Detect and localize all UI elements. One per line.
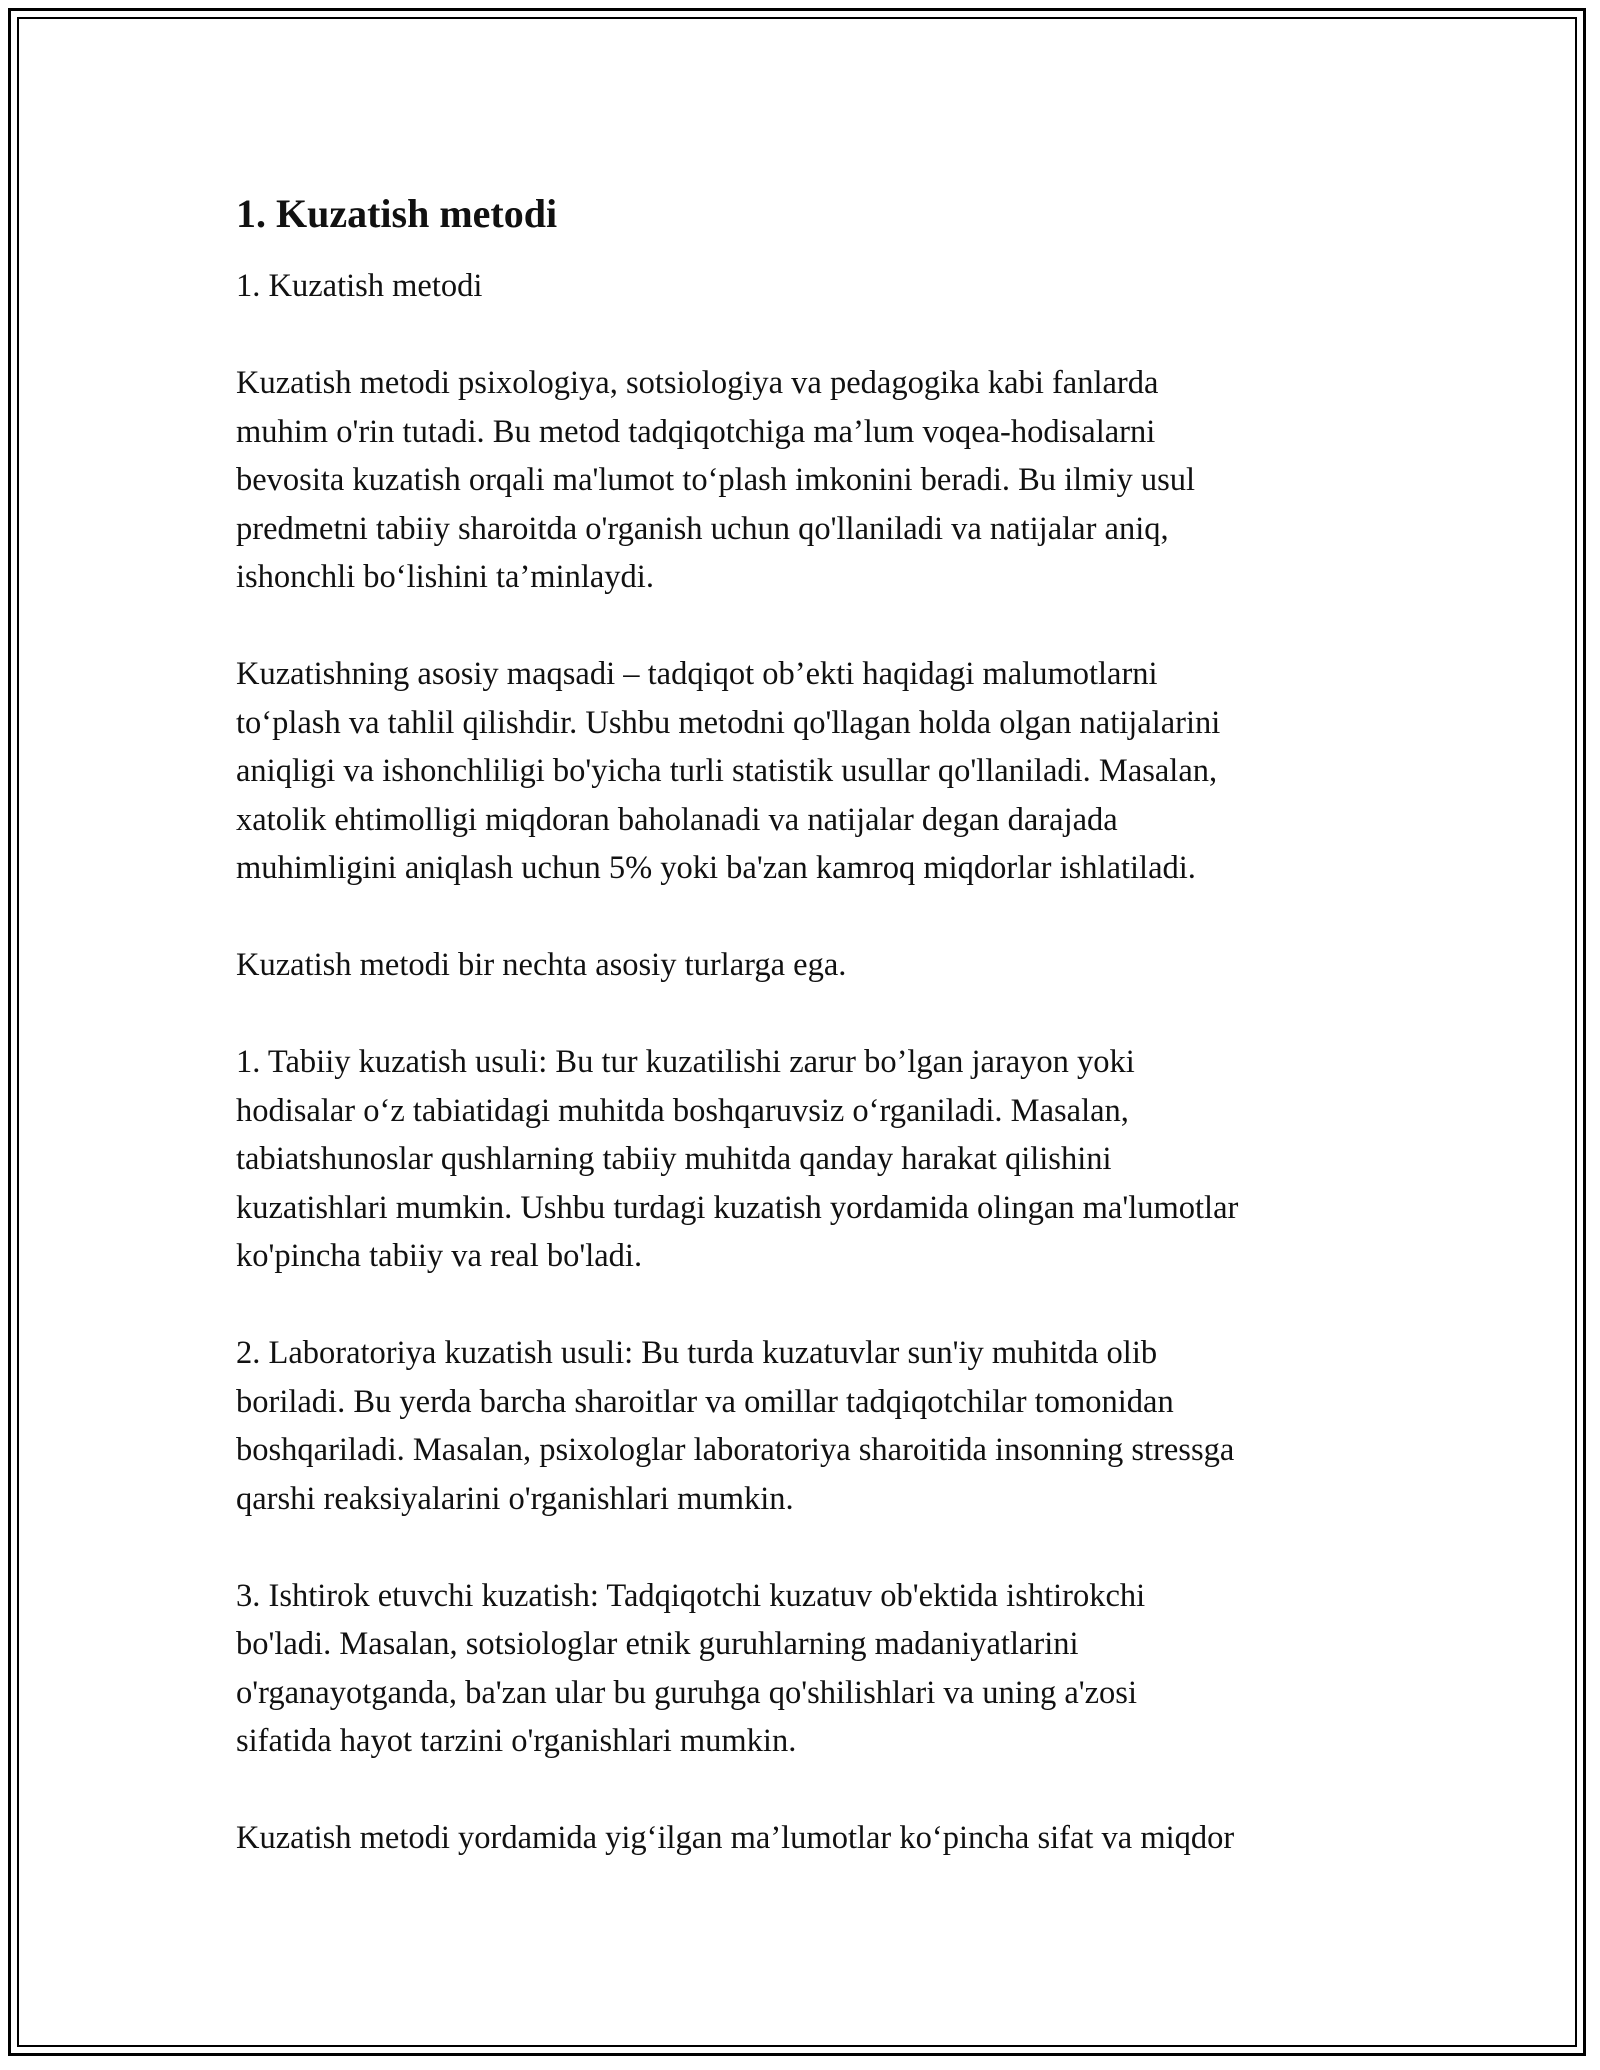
paragraph-types-intro: Kuzatish metodi bir nechta asosiy turlarga ega. bbox=[236, 947, 847, 983]
paragraph-laboratory-observation: 2. Laboratoriya kuzatish usuli: Bu turda kuzatuvlar sun'iy muhitda olib boriladi. Bu yerda barcha sharoitlar va omillar tadqiqotchilar tomonidan boshqariladi. Masalan, psixologlar laboratoriya sharoitida insonning stressga qarshi reaksiyalarini o'rganishlari mumkin. bbox=[236, 1335, 1235, 1517]
paragraph-subtitle: 1. Kuzatish metodi bbox=[236, 268, 483, 304]
paragraph-natural-observation: 1. Tabiiy kuzatish usuli: Bu tur kuzatilishi zarur bo’lgan jarayon yoki hodisalar o‘z tabiatidagi muhitda boshqaruvsiz o‘rganiladi. Masalan, tabiatshunoslar qushlarning tabiiy muhitda qanday harakat qilishini kuzatishlari mumkin. Ushbu turdagi kuzatish yordamida olingan ma'lumotlar ko'pincha tabiiy va real bo'ladi. bbox=[236, 1044, 1239, 1274]
document-title: 1. Kuzatish metodi bbox=[236, 191, 558, 236]
document-body bbox=[236, 186, 1386, 1911]
paragraph-participant-observation: 3. Ishtirok etuvchi kuzatish: Tadqiqotchi kuzatuv ob'ektida ishtirokchi bo'ladi. Masalan, sotsiologlar etnik guruhlarning madaniyatlarini o'rganayotganda, ba'zan ular bu guruhga qo'shilishlari va uning a'zosi sifatida hayot tarzini o'rganishlari mumkin. bbox=[236, 1577, 1146, 1759]
paragraph-closing: Kuzatish metodi yordamida yig‘ilgan ma’lumotlar ko‘pincha sifat va miqdor bbox=[236, 1820, 1235, 1856]
paragraph-intro: Kuzatish metodi psixologiya, sotsiologiya va pedagogika kabi fanlarda muhim o'rin tutadi. Bu metod tadqiqotchiga ma’lum voqea-hodisalarni bevosita kuzatish orqali ma'lumot to‘plash imkonini beradi. Bu ilmiy usul predmetni tabiiy sharoitda o'rganish uchun qo'llaniladi va natijalar aniq, ishonchli bo‘lishini ta’minlaydi. bbox=[236, 365, 1196, 595]
paragraph-purpose: Kuzatishning asosiy maqsadi – tadqiqot ob’ekti haqidagi malumotlarni to‘plash va tahlil qilishdir. Ushbu metodni qo'llagan holda olgan natijalarini aniqligi va ishonchliligi bo'yicha turli statistik usullar qo'llaniladi. Masalan, xatolik ehtimolligi miqdoran baholanadi va natijalar degan darajada muhimligini aniqlash uchun 5% yoki ba'zan kamroq miqdorlar ishlatiladi. bbox=[236, 656, 1221, 886]
